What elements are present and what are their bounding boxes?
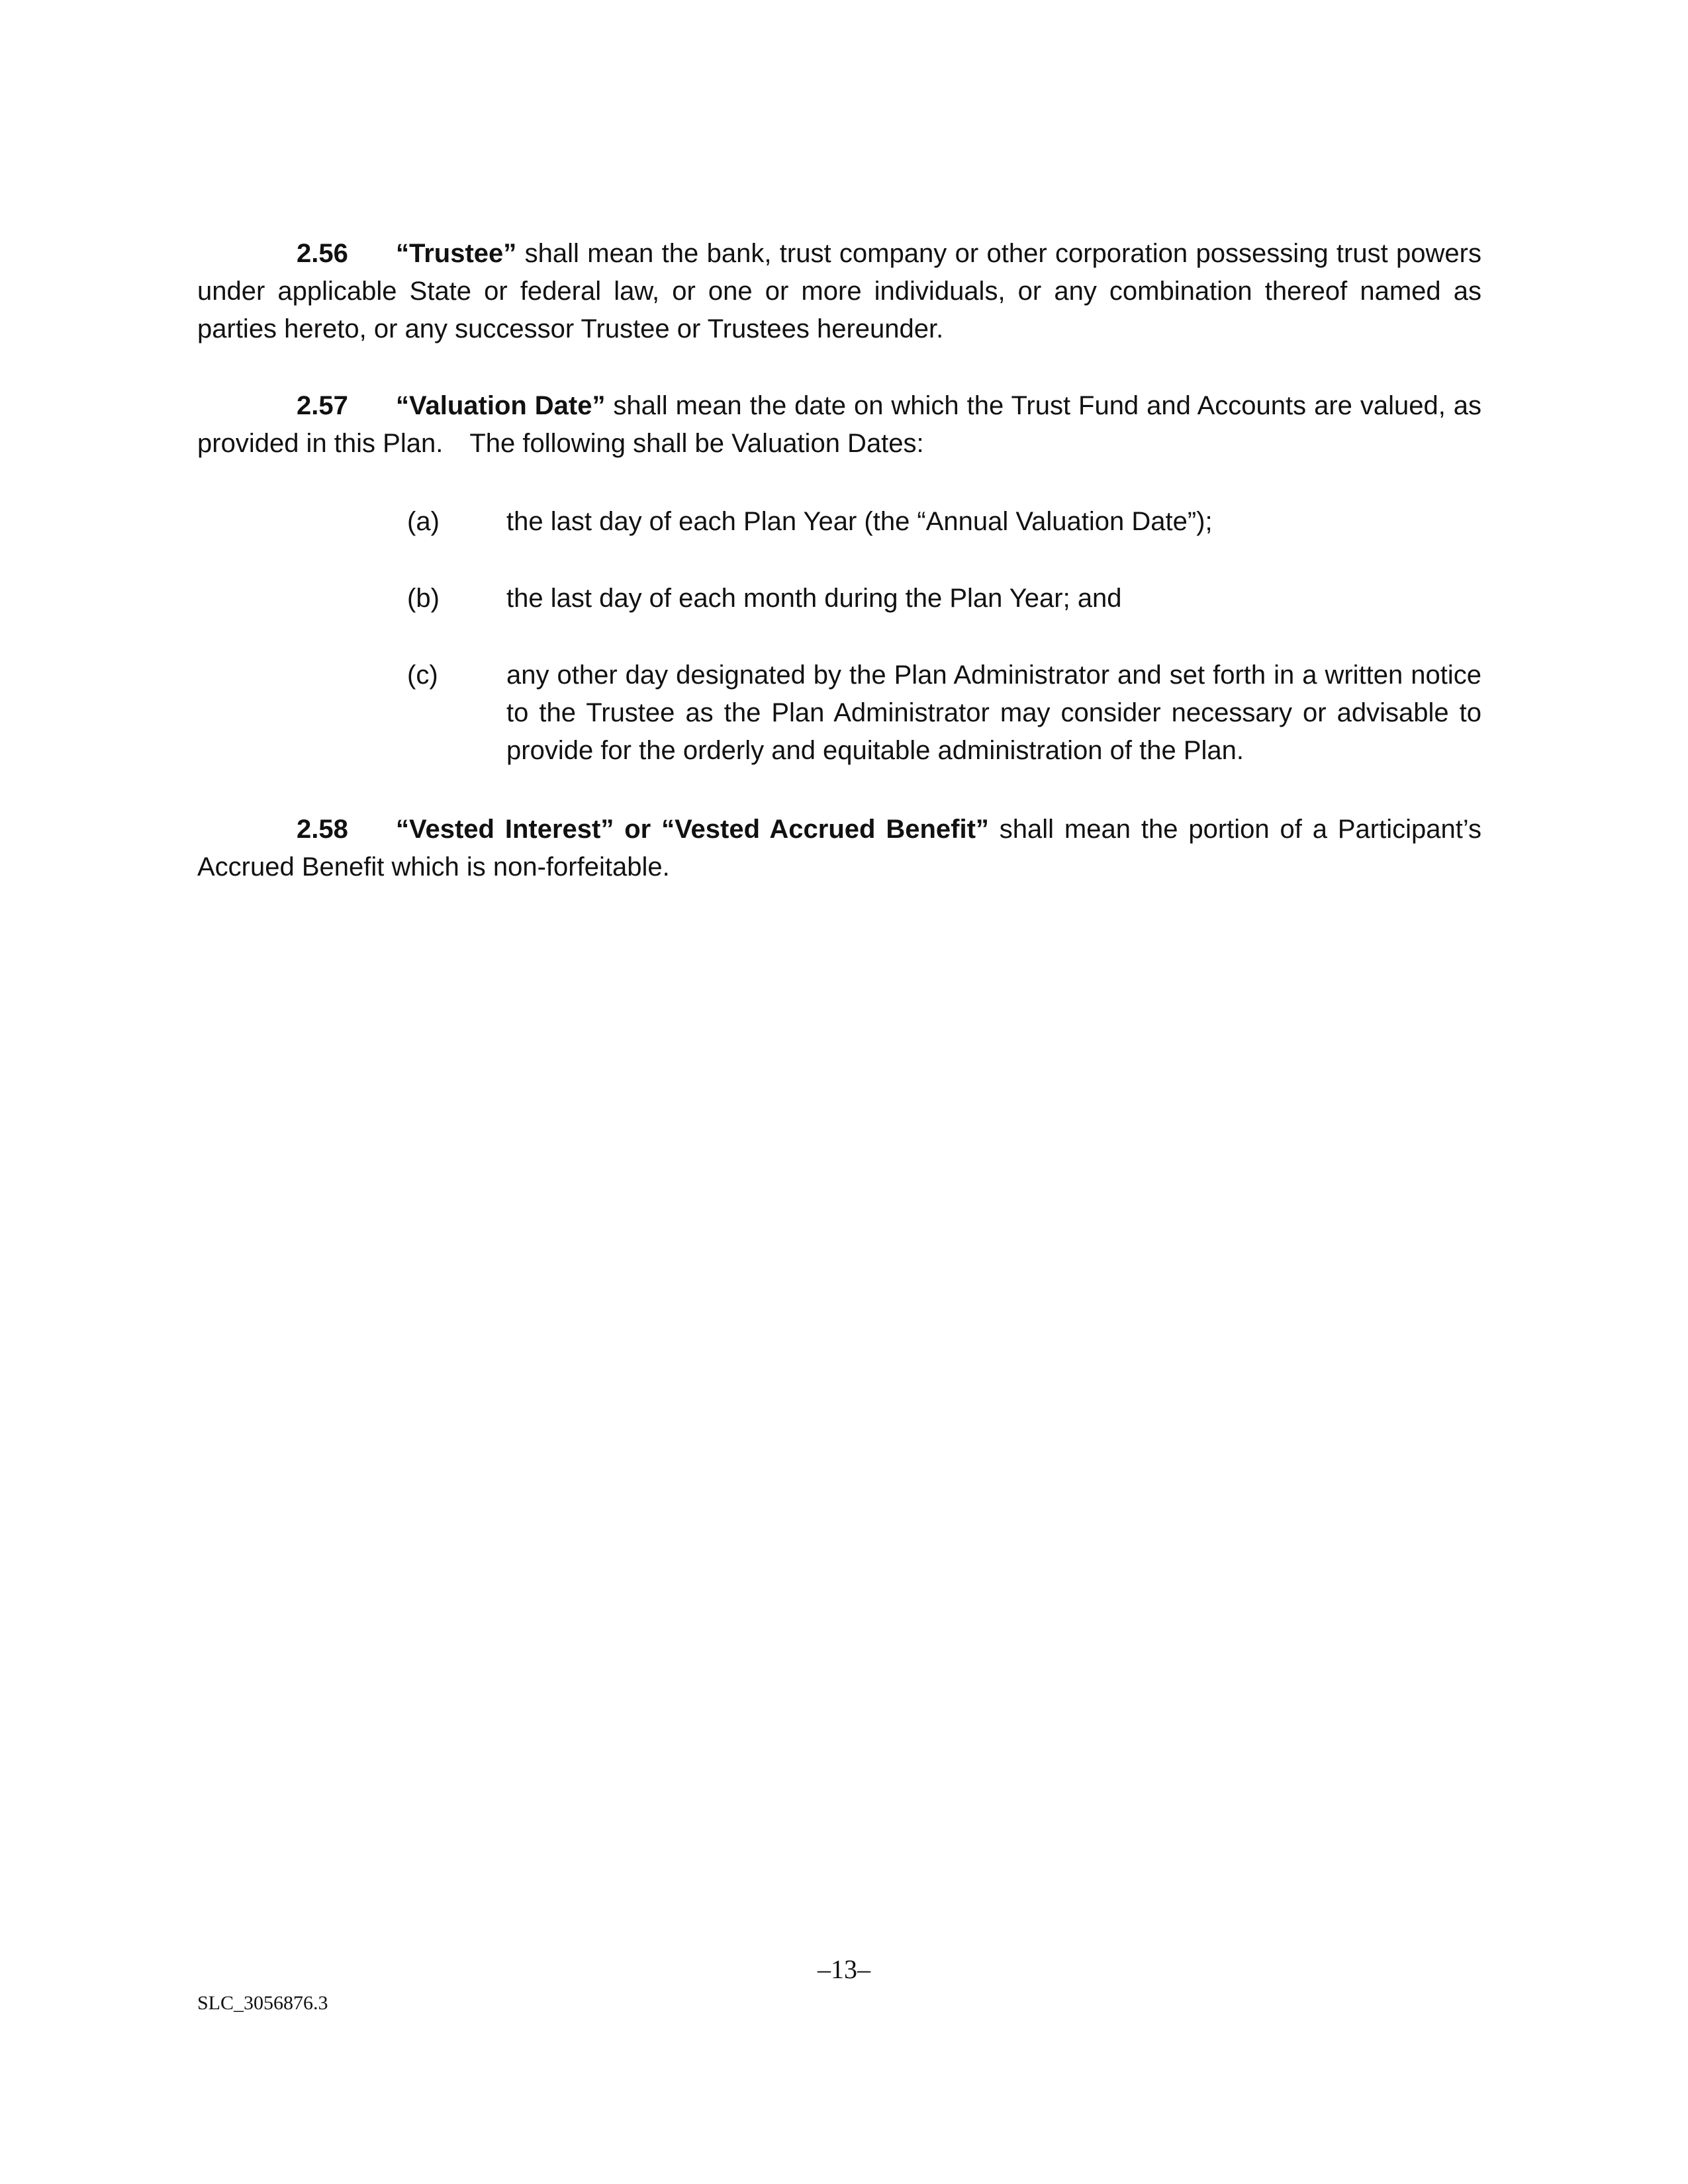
section-2-56 [197, 235, 1481, 348]
section-2-57 [197, 387, 1481, 463]
list-item-a [407, 503, 1481, 541]
defined-term: “Trustee” [396, 239, 517, 268]
list-item-text: the last day of each month during the Plan Year; and [506, 584, 1122, 613]
list-item-b [407, 580, 1481, 617]
list-item-label: (a) [407, 507, 440, 536]
list-item-text: the last day of each Plan Year (the “Annual Valuation Date”); [506, 507, 1213, 536]
list-item-label: (c) [407, 660, 438, 690]
defined-term: “Vested Interest” or “Vested Accrued Benefit” [396, 815, 989, 844]
page-number: –13– [818, 1954, 870, 1984]
section-text: shall mean the bank, trust company or other corporation possessing trust powers under applicable State or federal law, or one or more individuals, or any combination thereof named as parties hereto, or any successor Trustee or Trustees hereunder. [197, 239, 1481, 343]
section-text: shall mean the portion of a Participant’s Accrued Benefit which is non-forfeitable. [197, 815, 1481, 882]
list-item-text: any other day designated by the Plan Administrator and set forth in a written notice to the Trustee as the Plan Administrator may consider necessary or advisable to provide for the orderly and equitable administration of the Plan. [506, 660, 1481, 765]
section-number: 2.58 [297, 815, 348, 844]
section-number: 2.56 [297, 239, 348, 268]
defined-term: “Valuation Date” [396, 391, 606, 420]
section-2-58 [197, 811, 1481, 886]
section-text-continued: The following shall be Valuation Dates: [469, 429, 924, 458]
list-item-label: (b) [407, 584, 440, 613]
section-number: 2.57 [297, 391, 348, 420]
list-item-c [407, 657, 1481, 770]
section-text: shall mean the date on which the Trust Fund and Accounts are valued, as provided in this Plan. [197, 391, 1482, 458]
document-id: SLC_3056876.3 [197, 1992, 328, 2014]
